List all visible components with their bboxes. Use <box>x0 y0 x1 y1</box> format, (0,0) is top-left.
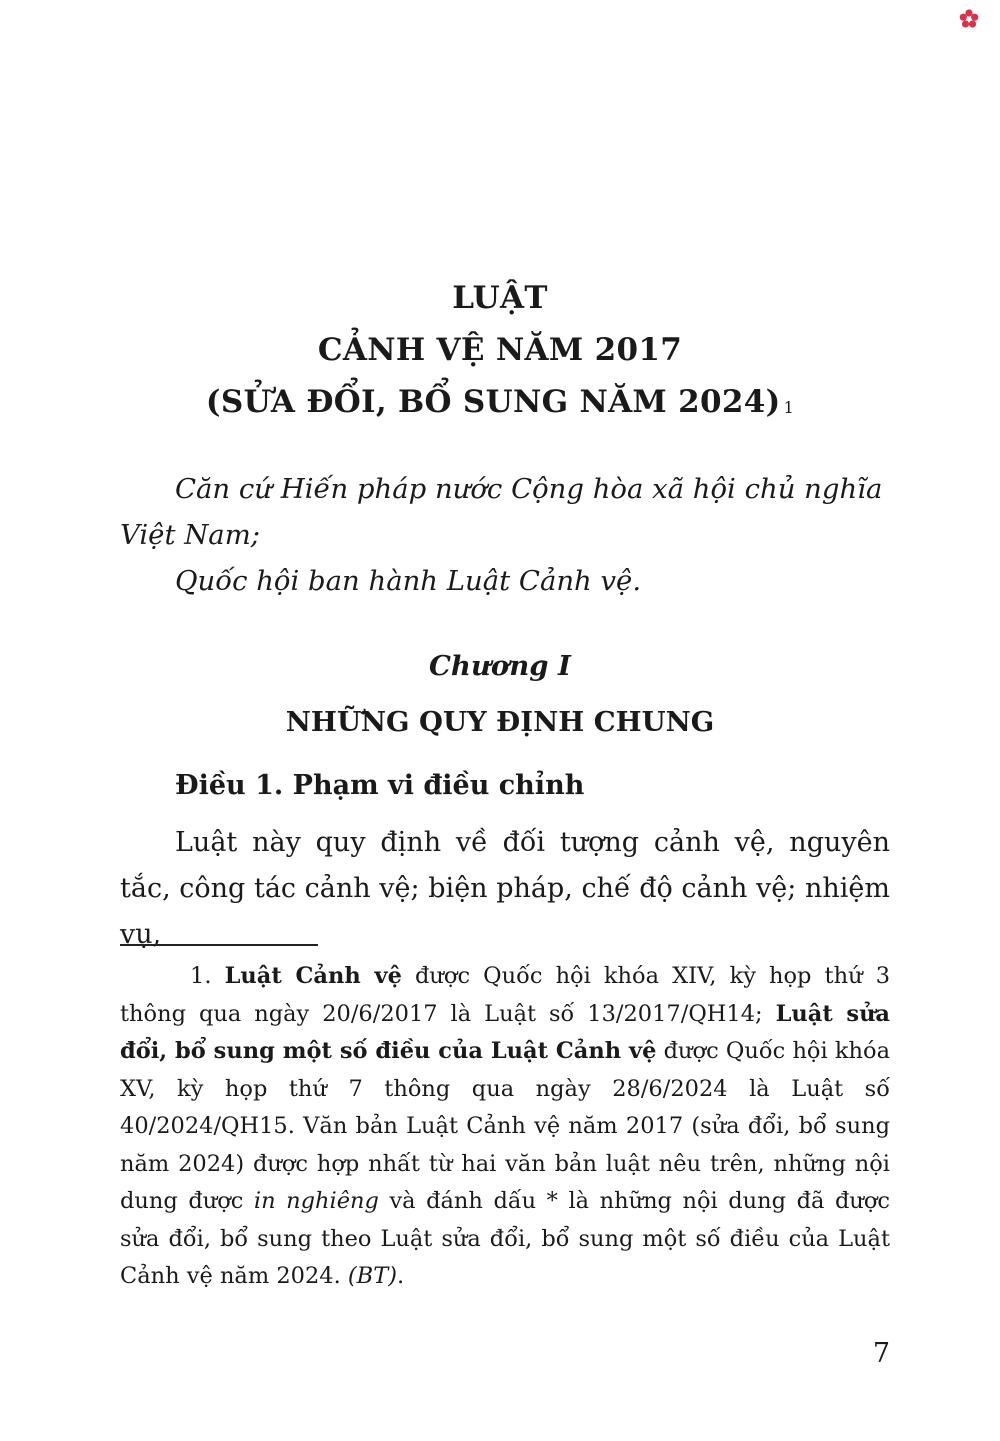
flower-logo-icon <box>958 8 980 30</box>
article-heading: Điều 1. Phạm vi điều chỉnh <box>175 770 585 801</box>
footnote-italic-2: (BT) <box>347 1263 398 1289</box>
chapter-heading <box>0 640 1000 752</box>
document-title <box>0 272 1000 428</box>
chapter-label: Chương I <box>429 650 571 682</box>
chapter-title: NHỮNG QUY ĐỊNH CHUNG <box>285 706 715 738</box>
preamble <box>120 466 890 604</box>
title-line-3 <box>0 376 1000 428</box>
footnote-text-4: . <box>397 1263 405 1289</box>
footnote-reference: 1 <box>783 398 795 417</box>
title-line-1: LUẬT <box>452 280 548 316</box>
title-line-3-text: (SỬA ĐỔI, BỔ SUNG NĂM 2024) <box>205 384 781 420</box>
footnote-bold-2: Luật sửa đổi, bổ sung một số điều của Luật Cảnh vệ <box>120 1000 891 1064</box>
footnote-number: 1. <box>190 963 212 989</box>
footnote-divider <box>120 944 318 946</box>
preamble-line-2: Quốc hội ban hành Luật Cảnh vệ. <box>175 565 642 597</box>
article-body: Luật này quy định về đối tượng cảnh vệ, nguyên tắc, công tác cảnh vệ; biện pháp, chế độ cảnh vệ; nhiệm vụ, <box>120 827 890 950</box>
footnote-bold-1: Luật Cảnh vệ <box>224 963 402 989</box>
preamble-line-1: Căn cứ Hiến pháp nước Cộng hòa xã hội chủ nghĩa Việt Nam; <box>120 473 883 551</box>
footnote-text-2: được Quốc hội khóa XV, kỳ họp thứ 7 thông qua ngày 28/6/2024 là Luật số 40/2024/QH15. Văn bản Luật Cảnh vệ năm 2017 (sửa đổi, bổ sung năm 2024) được hợp nhất từ hai văn bản luật nêu trên, những nội dung được <box>120 1038 890 1214</box>
title-line-2: CẢNH VỆ NĂM 2017 <box>317 332 683 368</box>
page-number: 7 <box>872 1338 890 1369</box>
footnote <box>120 958 890 1296</box>
footnote-text-3: và đánh dấu * là những nội dung đã được sửa đổi, bổ sung theo Luật sửa đổi, bổ sung một số điều của Luật Cảnh vệ năm 2024. <box>120 1188 890 1289</box>
footnote-text-1: được Quốc hội khóa XIV, kỳ họp thứ 3 thông qua ngày 20/6/2017 là Luật số 13/2017/QH14; <box>120 963 891 1027</box>
article-1 <box>120 763 890 958</box>
footnote-italic-1: in nghiêng <box>253 1188 379 1214</box>
